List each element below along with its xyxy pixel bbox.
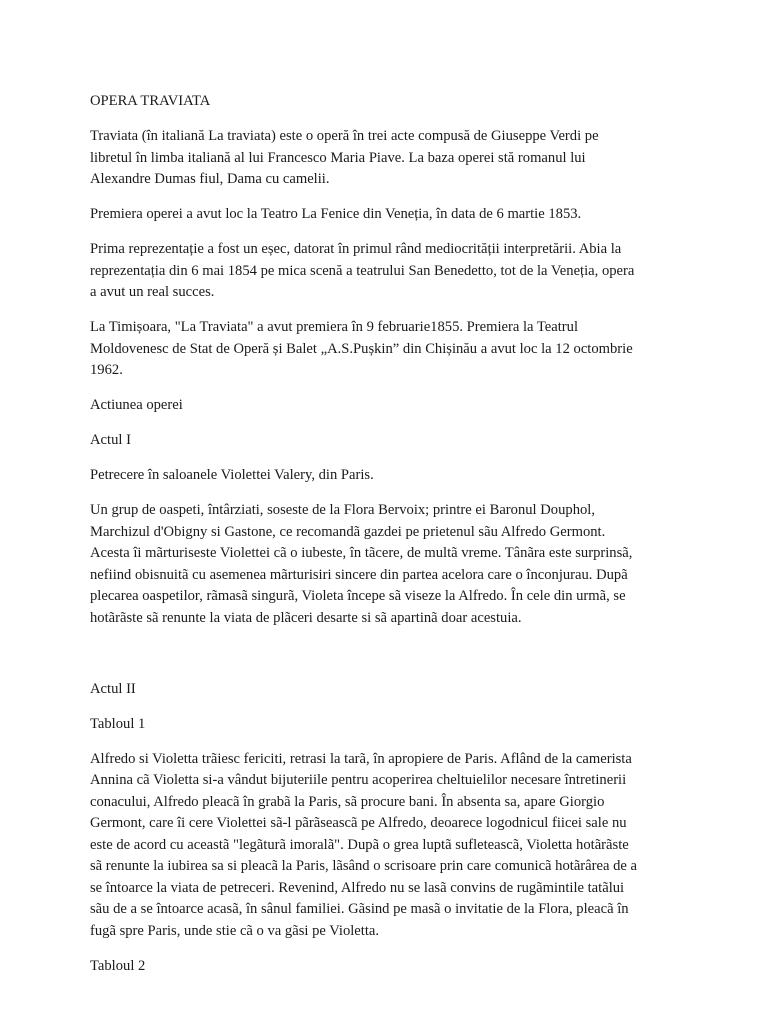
text-line: Un grup de oaspeti, întârziati, soseste de la Flora Bervoix; printre ei Baronul Douphol, xyxy=(90,502,595,518)
text-line: a avut un real succes. xyxy=(90,284,215,300)
text-line: 1962. xyxy=(90,362,123,378)
text-line: Alexandre Dumas fiul, Dama cu camelii. xyxy=(90,171,330,187)
text-line: Moldovenesc de Stat de Operă și Balet „A.S.Pușkin” din Chișinău a avut loc la 12 octombrie xyxy=(90,340,633,357)
text-line: Annina cã Violetta si-a vândut bijuteriile pentru acoperirea cheltuielilor necesare întretinerii xyxy=(90,772,627,788)
paragraph-petrecere xyxy=(90,465,680,487)
text-line: libretul în limba italiană al lui Francesco Maria Piave. La baza operei stă romanul lui xyxy=(90,149,586,166)
text-line: nefiind obisnuitã cu asemenea mãrturisiri sincere din partea acelora care o înconjurau. Dupã xyxy=(90,566,628,583)
text-line: hotãrãste sã renunte la viata de plãceri desarte si sã apartinã doar acestuia. xyxy=(90,609,522,626)
paragraph-premiere xyxy=(90,204,680,226)
text-line: Tabloul 2 xyxy=(90,957,146,974)
document-page xyxy=(90,91,680,991)
text-line: Premiera operei a avut loc la Teatro La Fenice din Veneția, în data de 6 martie 1853. xyxy=(90,206,582,222)
text-line: Actiunea operei xyxy=(90,397,183,413)
text-line: reprezentația din 6 mai 1854 pe mica scenă a teatrului San Benedetto, tot de la Veneția, opera xyxy=(90,262,635,279)
paragraph-actul-2 xyxy=(90,679,680,701)
text-line: fugã spre Paris, unde stie cã o va gãsi pe Violetta. xyxy=(90,922,380,939)
text-line: plecarea oaspetilor, rãmasã singurã, Violeta începe sã viseze la Alfredo. În cele din urmã, se xyxy=(90,588,626,604)
text-line: Petrecere în saloanele Violettei Valery, din Paris. xyxy=(90,467,374,483)
paragraph-act2-body xyxy=(90,749,680,943)
text-line: Acesta îi mãrturiseste Violettei cã o iubeste, în tãcere, de multã vreme. Tânãra este surprinsã, xyxy=(90,545,633,561)
text-line: sãu de a se întoarce acasã, în sânul familiei. Gãsind pe masã o invitatie de la Flora, pleacã în xyxy=(90,901,629,917)
text-line: Traviata (în italiană La traviata) este o operă în trei acte compusă de Giuseppe Verdi pe xyxy=(90,128,599,144)
document-body xyxy=(90,126,680,977)
paragraph-tabloul-1 xyxy=(90,714,680,736)
paragraph-tabloul-2 xyxy=(90,956,680,978)
section-spacer xyxy=(90,643,680,679)
text-line: Alfredo si Violetta trãiesc fericiti, retrasi la tarã, în apropiere de Paris. Aflând de la camerista xyxy=(90,750,632,767)
text-line: este de acord cu aceastã "legãturã imoralã". Dupã o grea luptã sufleteascã, Violetta hotãrãste xyxy=(90,836,629,853)
text-line: se întoarce la viata de petreceri. Revenind, Alfredo nu se lasã convins de rugãmintile tatãlui xyxy=(90,879,625,896)
paragraph-timisoara xyxy=(90,317,680,382)
text-line: conacului, Alfredo pleacã în grabã la Paris, sã procure bani. În absenta sa, apare Giorgio xyxy=(90,793,605,810)
document-title: OPERA TRAVIATA xyxy=(90,93,211,109)
text-line: La Timișoara, "La Traviata" a avut premiera în 9 februarie1855. Premiera la Teatrul xyxy=(90,319,579,335)
text-line: Actul I xyxy=(90,432,131,448)
paragraph-actul-1 xyxy=(90,430,680,452)
paragraph-first-show xyxy=(90,239,680,304)
text-line: Marchizul d'Obigny si Gastone, ce recomandã gazdei pe prietenul sãu Alfredo Germont. xyxy=(90,523,606,540)
text-line: Actul II xyxy=(90,680,136,697)
paragraph-actiunea xyxy=(90,395,680,417)
paragraph-act1-body xyxy=(90,500,680,629)
text-line: Germont, care îi cere Violettei sã-l pãrãseascã pe Alfredo, deoarece logodnicul fiicei sale nu xyxy=(90,815,627,831)
text-line: sã renunte la iubirea sa si pleacã la Paris, lãsând o scrisoare prin care comunicã hotãrârea de a xyxy=(90,858,638,874)
text-line: Tabloul 1 xyxy=(90,715,146,732)
paragraph-intro xyxy=(90,126,680,191)
text-line: Prima reprezentație a fost un eșec, datorat în primul rând mediocrității interpretării. Abia la xyxy=(90,241,622,257)
